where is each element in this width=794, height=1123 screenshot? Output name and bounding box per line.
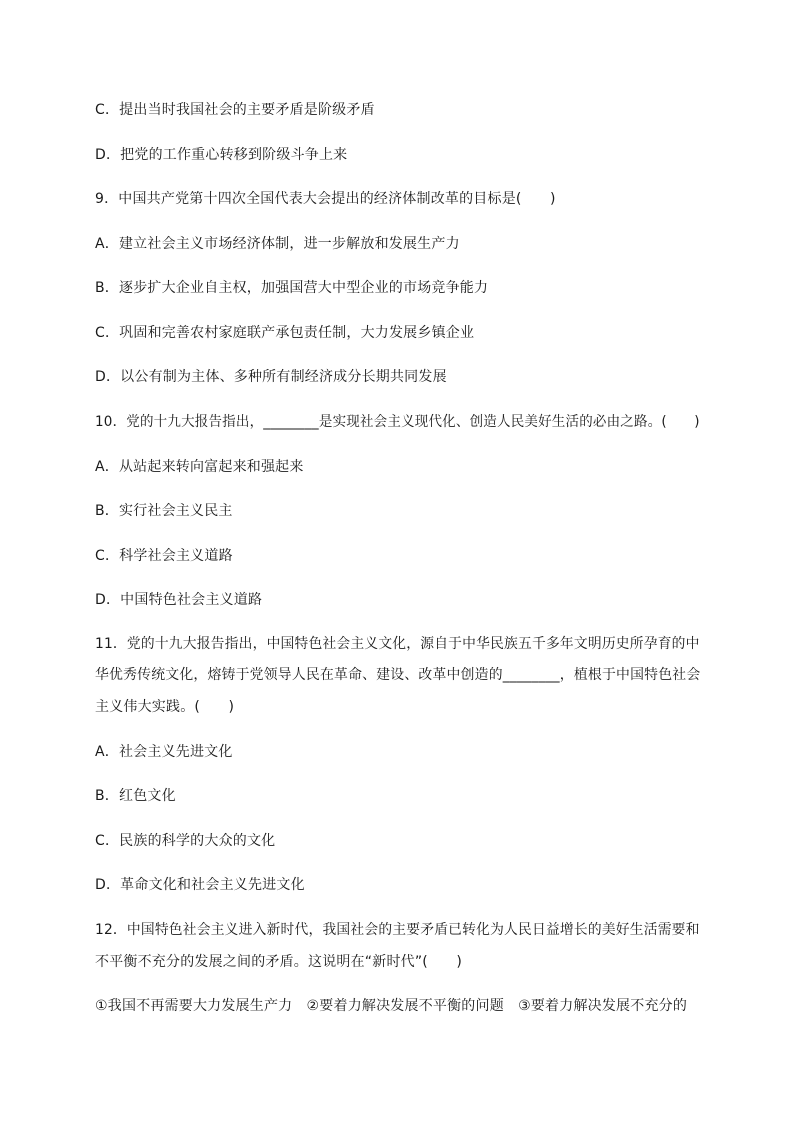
option-c-q11: C．民族的科学的大众的文化 [95, 833, 276, 849]
question-12-statements: ①我国不再需要大力发展生产力 ②要着力解决发展不平衡的问题 ③要着力解决发展不充分的 [95, 998, 688, 1014]
option-d-q10: D．中国特色社会主义道路 [95, 592, 263, 608]
option-a-q11: A．社会主义先进文化 [95, 744, 233, 760]
option-d-q8: D．把党的工作重心转移到阶级斗争上来 [95, 147, 348, 163]
option-a-q10: A．从站起来转向富起来和强起来 [95, 459, 304, 475]
option-d-q9: D．以公有制为主体、多种所有制经济成分长期共同发展 [95, 369, 447, 385]
question-11-line-1: 11．党的十九大报告指出，中国特色社会主义文化，源自于中华民族五千多年文明历史所孕育的中 [95, 636, 700, 652]
option-c-q8: C．提出当时我国社会的主要矛盾是阶级矛盾 [95, 102, 375, 118]
question-11-line-3: 主义伟大实践。( ) [95, 699, 235, 715]
question-11-line-2: 华优秀传统文化，熔铸于党领导人民在革命、建设、改革中创造的________，植根于中国特色社会 [95, 667, 701, 683]
option-a-q9: A．建立社会主义市场经济体制，进一步解放和发展生产力 [95, 236, 460, 252]
option-c-q9: C．巩固和完善农村家庭联产承包责任制，大力发展乡镇企业 [95, 325, 475, 341]
option-d-q11: D．革命文化和社会主义先进文化 [95, 877, 305, 893]
option-c-q10: C．科学社会主义道路 [95, 548, 233, 564]
question-10: 10．党的十九大报告指出，________是实现社会主义现代化、创造人民美好生活的必由之路。( ) [95, 414, 700, 430]
option-b-q9: B．逐步扩大企业自主权，加强国营大中型企业的市场竞争能力 [95, 280, 489, 296]
question-9: 9．中国共产党第十四次全国代表大会提出的经济体制改革的目标是( ) [95, 191, 556, 207]
option-b-q11: B．红色文化 [95, 788, 176, 804]
question-12-line-1: 12．中国特色社会主义进入新时代，我国社会的主要矛盾已转化为人民日益增长的美好生活需要和 [95, 922, 700, 938]
option-b-q10: B．实行社会主义民主 [95, 503, 233, 519]
question-12-line-2: 不平衡不充分的发展之间的矛盾。这说明在“新时代”( ) [95, 954, 463, 970]
